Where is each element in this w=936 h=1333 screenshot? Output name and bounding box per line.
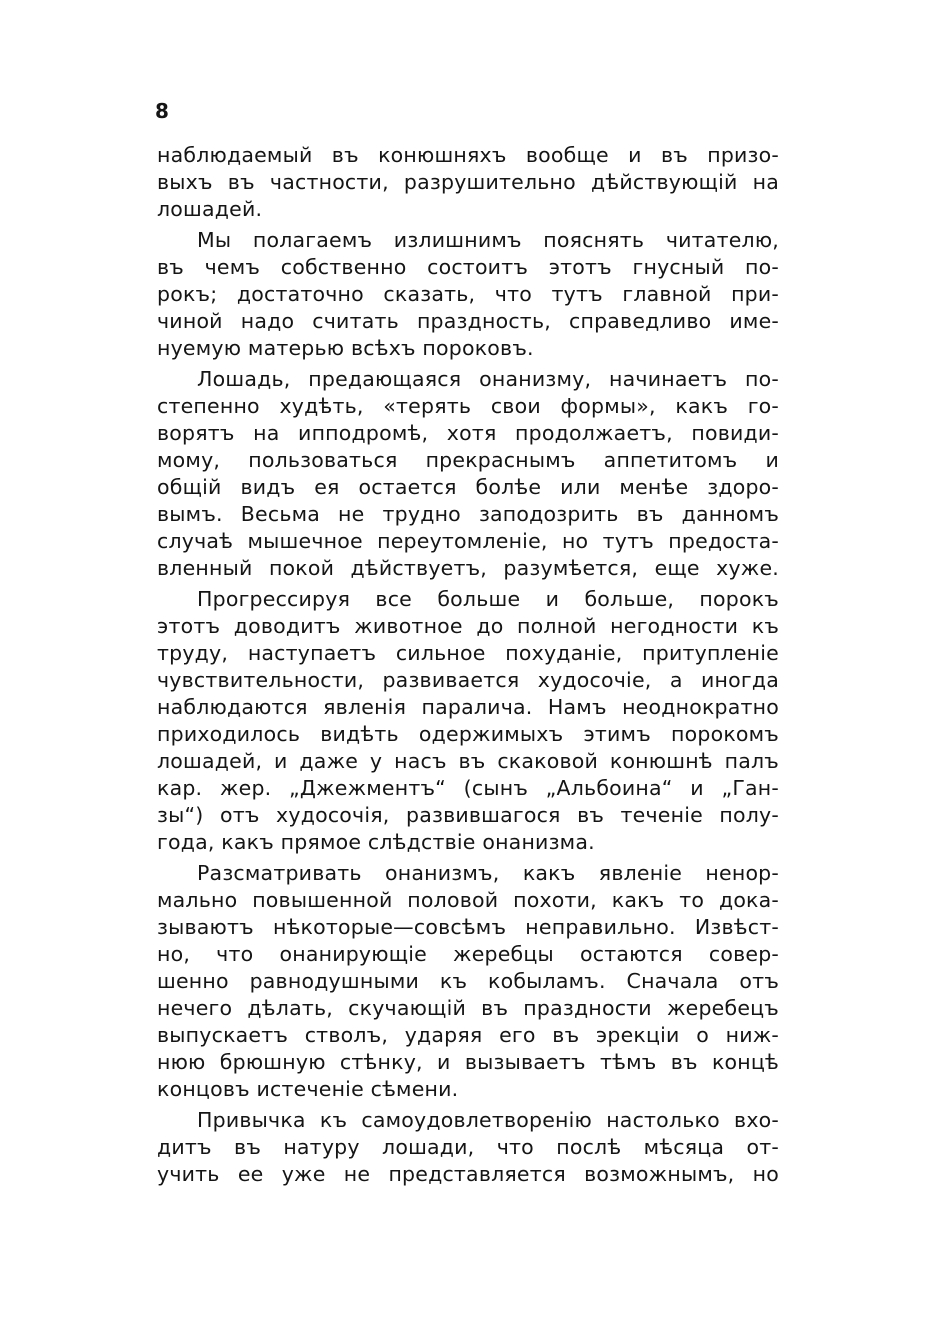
paragraph <box>157 586 779 856</box>
text-line: нюю брюшную стѣнку, и вызываетъ тѣмъ въ концѣ <box>157 1050 779 1074</box>
paragraph <box>157 366 779 582</box>
text-line: чиной надо считать праздность, справедливо име- <box>157 309 779 333</box>
page-number: 8 <box>155 99 169 123</box>
text-line: вленный покой дѣйствуетъ, разумѣется, еще хуже. <box>157 556 779 580</box>
text-line: въ чемъ собственно состоитъ этотъ гнусный по- <box>157 255 779 279</box>
text-line: нуемую матерью всѣхъ пороковъ. <box>157 336 534 360</box>
text-line: кар. жер. „Джежментъ“ (сынъ „Альбоина“ и „Ган- <box>157 776 779 800</box>
text-line: этотъ доводитъ животное до полной негодности къ <box>157 614 779 638</box>
text-line: зываютъ нѣкоторые—совсѣмъ неправильно. Извѣст- <box>157 915 779 939</box>
text-line: степенно худѣть, «терять свои формы», какъ го- <box>157 394 779 418</box>
text-line: учить ее уже не представляется возможнымъ, но <box>157 1162 779 1186</box>
text-line: шенно равнодушными къ кобыламъ. Сначала отъ <box>157 969 779 993</box>
text-line: случаѣ мышечное переутомленіе, но тутъ предоста- <box>157 529 779 553</box>
body-text <box>157 142 779 1188</box>
text-line: общій видъ ея остается болѣе или менѣе здоро- <box>157 475 779 499</box>
text-line: года, какъ прямое слѣдствіе онанизма. <box>157 830 595 854</box>
text-line: Прогрессируя все больше и больше, порокъ <box>197 587 779 611</box>
text-line: лошадей. <box>157 197 263 221</box>
paragraph <box>157 227 779 362</box>
text-line: мому, пользоваться прекраснымъ аппетитомъ и <box>157 448 779 472</box>
text-line: рокъ; достаточно сказать, что тутъ главной при- <box>157 282 779 306</box>
text-line: Разсматривать онанизмъ, какъ явленіе ненор- <box>197 861 779 885</box>
text-line: дитъ въ натуру лошади, что послѣ мѣсяца от- <box>157 1135 779 1159</box>
text-line: мально повышенной половой похоти, какъ то дока- <box>157 888 779 912</box>
paragraph <box>157 860 779 1103</box>
text-line: вымъ. Весьма не трудно заподозрить въ данномъ <box>157 502 779 526</box>
text-line: наблюдаемый въ конюшняхъ вообще и въ призо- <box>157 143 779 167</box>
text-line: но, что онанирующіе жеребцы остаются совер- <box>157 942 779 966</box>
paragraph <box>157 142 779 223</box>
text-line: нечего дѣлать, скучающій въ праздности жеребецъ <box>157 996 779 1020</box>
text-line: Лошадь, предающаяся онанизму, начинаетъ по- <box>197 367 779 391</box>
text-line: выхъ въ частности, разрушительно дѣйствующій на <box>157 170 779 194</box>
text-line: труду, наступаетъ сильное похуданіе, притупленіе <box>157 641 779 665</box>
text-line: ворятъ на ипподромѣ, хотя продолжаетъ, повиди- <box>157 421 779 445</box>
text-line: приходилось видѣть одержимыхъ этимъ порокомъ <box>157 722 779 746</box>
text-line: зы“) отъ худосочія, развившагося въ теченіе полу- <box>157 803 779 827</box>
text-line: концовъ истеченіе сѣмени. <box>157 1077 459 1101</box>
paragraph <box>157 1107 779 1188</box>
text-line: Мы полагаемъ излишнимъ пояснять читателю, <box>197 228 779 252</box>
text-line: выпускаетъ стволъ, ударяя его въ эрекціи о ниж- <box>157 1023 779 1047</box>
text-line: наблюдаются явленія паралича. Намъ неоднократно <box>157 695 779 719</box>
text-line: чувствительности, развивается худосочіе, а иногда <box>157 668 779 692</box>
text-line: лошадей, и даже у насъ въ скаковой конюшнѣ палъ <box>157 749 779 773</box>
text-line: Привычка къ самоудовлетворенію настолько вхо- <box>197 1108 779 1132</box>
